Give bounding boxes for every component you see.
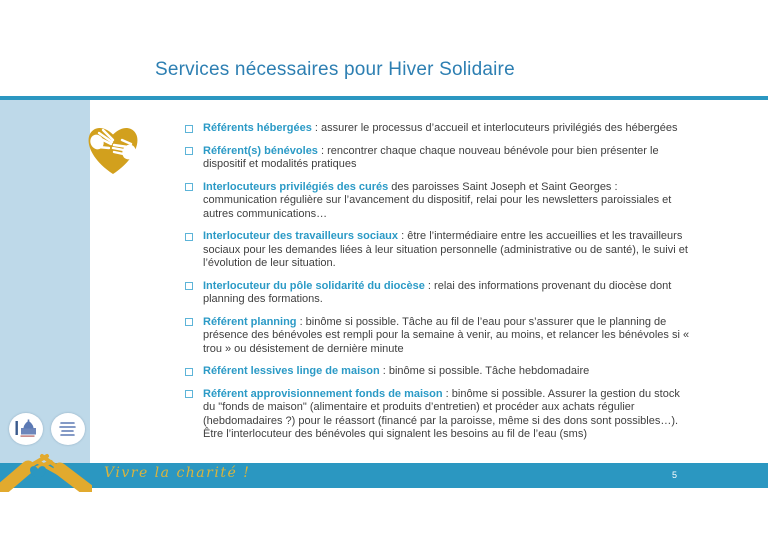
checkbox-bullet-icon	[185, 183, 193, 191]
bullet-text	[203, 365, 589, 379]
bullet-lead: Interlocuteur du pôle solidarité du diocèse	[203, 279, 425, 292]
list-item	[185, 280, 692, 307]
title-divider	[0, 96, 768, 100]
bullet-lead: Référent lessives linge de maison	[203, 365, 380, 377]
checkbox-bullet-icon	[185, 368, 193, 376]
checkbox-bullet-icon	[185, 390, 193, 398]
bullet-lead: Interlocuteur des travailleurs sociaux	[203, 230, 399, 242]
checkbox-bullet-icon	[185, 147, 193, 155]
page-number: 5	[672, 470, 678, 480]
bullet-text	[203, 316, 692, 357]
page-title: Services nécessaires pour Hiver Solidaire	[155, 59, 515, 80]
parish-logo-badge	[51, 413, 85, 445]
bullet-lead: Interlocuteurs privilégiés des curés	[203, 180, 389, 193]
bullet-lead: Référent planning	[203, 315, 297, 328]
bullet-body: : binôme si possible. Tâche hebdomadaire	[379, 365, 590, 377]
bullet-lead: Référent approvisionnement fonds de maison	[203, 387, 443, 400]
bullet-lead: Référent(s) bénévoles	[203, 144, 318, 157]
hands-heart-logo-icon	[0, 448, 92, 492]
footer-slogan: Vivre la charité !	[104, 465, 251, 481]
checkbox-bullet-icon	[185, 125, 193, 133]
list-item	[185, 145, 692, 172]
bullet-text	[203, 230, 692, 271]
left-sidebar-strip	[0, 100, 90, 463]
bullet-body: des paroisses Saint Joseph et Saint Georges : communication régulière sur l’avancement du dispositif, relai pour les newsletters paroissiales et autres communications…	[203, 180, 672, 220]
church-icon	[14, 419, 38, 439]
checkbox-bullet-icon	[185, 282, 193, 290]
bullet-body: : rencontrer chaque chaque nouveau bénévole pour bien présenter le dispositif et modalités pratiques	[203, 144, 659, 170]
bullet-body: : assurer le processus d’accueil et interlocuteurs privilégiés des hébergées	[311, 122, 678, 134]
bullet-text	[203, 388, 692, 442]
checkbox-bullet-icon	[185, 233, 193, 241]
logo-badges	[9, 413, 85, 445]
bullet-text	[203, 122, 677, 136]
church-logo-badge	[9, 413, 43, 445]
heart-hands-icon	[84, 120, 142, 180]
list-item	[185, 365, 692, 379]
parish-text-icon	[57, 420, 79, 438]
bullet-body: : relai des informations provenant du diocèse dont planning des formations.	[203, 279, 672, 305]
bullet-text	[203, 280, 692, 307]
bullet-text	[203, 145, 692, 172]
bullet-lead: Référents hébergées	[203, 122, 312, 134]
bullet-list	[185, 122, 692, 451]
list-item	[185, 122, 692, 136]
checkbox-bullet-icon	[185, 318, 193, 326]
bullet-text	[203, 181, 692, 222]
list-item	[185, 316, 692, 357]
list-item	[185, 230, 692, 271]
bullet-body: : être l’intermédiaire entre les accueillies et les travailleurs sociaux pour les demandes liées à leur situation personnelle (administrative ou de santé), le suivi et l’évolution de leur situation.	[203, 230, 688, 269]
bullet-body: : binôme si possible. Assurer la gestion du stock du "fonds de maison" (alimentaire et produits d’entretien) et procéder aux achats régulier (hebdomadaires ?) pour le réassort (financé par la paroisse, même si des dons sont possibles…). Être l’interlocuteur des bénévoles qui signalent les besoins au fil de l’eau (sms)	[203, 387, 680, 440]
bullet-body: : binôme si possible. Tâche au fil de l’eau pour s’assurer que le planning de présence des bénévoles est rempli pour la semaine à venir, au moins, et relancer les bénévoles si « trou » ou désistement de dernière minute	[203, 315, 690, 355]
list-item	[185, 181, 692, 222]
list-item	[185, 388, 692, 442]
